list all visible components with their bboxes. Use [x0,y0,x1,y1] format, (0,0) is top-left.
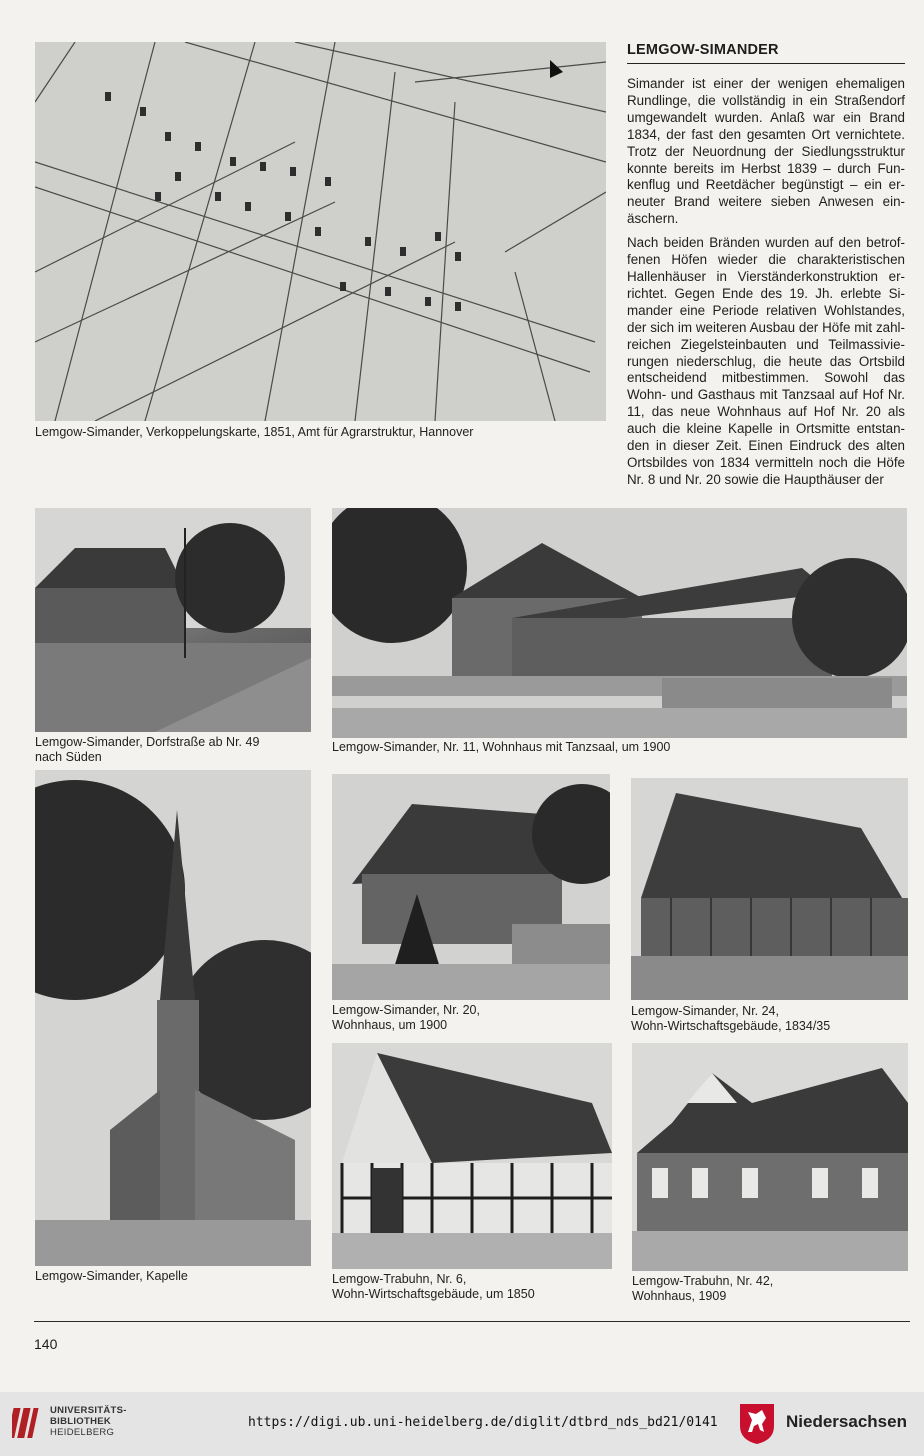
photo-trabuhn-42 [632,1043,908,1271]
map-image [35,42,606,421]
photo-nr11 [332,508,907,738]
paragraph-1: Simander ist einer der wenigen ehemaligen Rundlinge, die vollständig in ein Straßendorf umgewandelt wurden. Anlaß war ein Brand 1834, der fast den gesamten Ort vernichtete. Trotz der Neuordnung der Siedlungsstruktur konnte bereits im Herbst 1839 – durch Funkenflug und Reetdächer begünstigt – ein erneuter Brand weitere sieben Anwesen einäschern. [627,76,905,227]
niedersachsen-label: Niedersachsen [786,1412,907,1431]
university-library-name: UNIVERSITÄTS- BIBLIOTHEK HEIDELBERG [50,1405,127,1438]
body-text [627,76,905,496]
trabuhn42-caption: Lemgow-Trabuhn, Nr. 42, Wohnhaus, 1909 [632,1274,774,1303]
university-library-logo-icon [12,1406,42,1447]
bottom-rule [34,1321,910,1322]
source-url-link[interactable]: https://digi.ub.uni-heidelberg.de/diglit/dtbrd_nds_bd21/0141 [248,1415,718,1430]
footer-bar [0,1392,924,1456]
photo-nr24 [631,778,908,1000]
nr11-caption: Lemgow-Simander, Nr. 11, Wohnhaus mit Tanzsaal, um 1900 [332,740,671,754]
map-caption: Lemgow-Simander, Verkoppelungskarte, 1851, Amt für Agrarstruktur, Hannover [35,425,474,439]
kapelle-caption: Lemgow-Simander, Kapelle [35,1269,188,1283]
photo-trabuhn-6 [332,1043,612,1269]
page-number: 140 [34,1336,58,1352]
nr24-caption: Lemgow-Simander, Nr. 24, Wohn-Wirtschaftsgebäude, 1834/35 [631,1004,831,1033]
photo-kapelle [35,770,311,1266]
section-title: LEMGOW-SIMANDER [627,42,905,64]
niedersachsen-horse-icon [736,1400,778,1449]
nr20-caption: Lemgow-Simander, Nr. 20, Wohnhaus, um 1900 [332,1003,480,1032]
trabuhn6-caption: Lemgow-Trabuhn, Nr. 6, Wohn-Wirtschaftsgebäude, um 1850 [332,1272,535,1301]
photo-nr20 [332,774,610,1000]
dorfstrasse-caption: Lemgow-Simander, Dorfstraße ab Nr. 49 nach Süden [35,735,260,764]
paragraph-2: Nach beiden Bränden wurden auf den betroffenen Höfen wieder die charakteristischen Hallenhäuser in Vierständerkonstruktion errichtet. Gegen Ende des 19. Jh. erlebte Simander eine Periode relativen Wohlstandes, der sich im weiteren Ausbau der Höfe mit zahlreichen Ziegelsteinbauten und Teilmassivierungen niederschlug, die heute das Ortsbild entscheidend mitbestimmen. Sowohl das Wohn- und Gasthaus mit Tanzsaal auf Hof Nr. 11, das neue Wohnhaus auf Hof Nr. 20 als auch die kleine Kapelle in Ortsmitte entstanden in dieser Zeit. Einen Eindruck des alten Ortsbildes von 1834 vermitteln noch die Höfe Nr. 8 und Nr. 20 sowie die Haupthäuser der [627,235,905,487]
photo-dorfstrasse [35,508,311,732]
